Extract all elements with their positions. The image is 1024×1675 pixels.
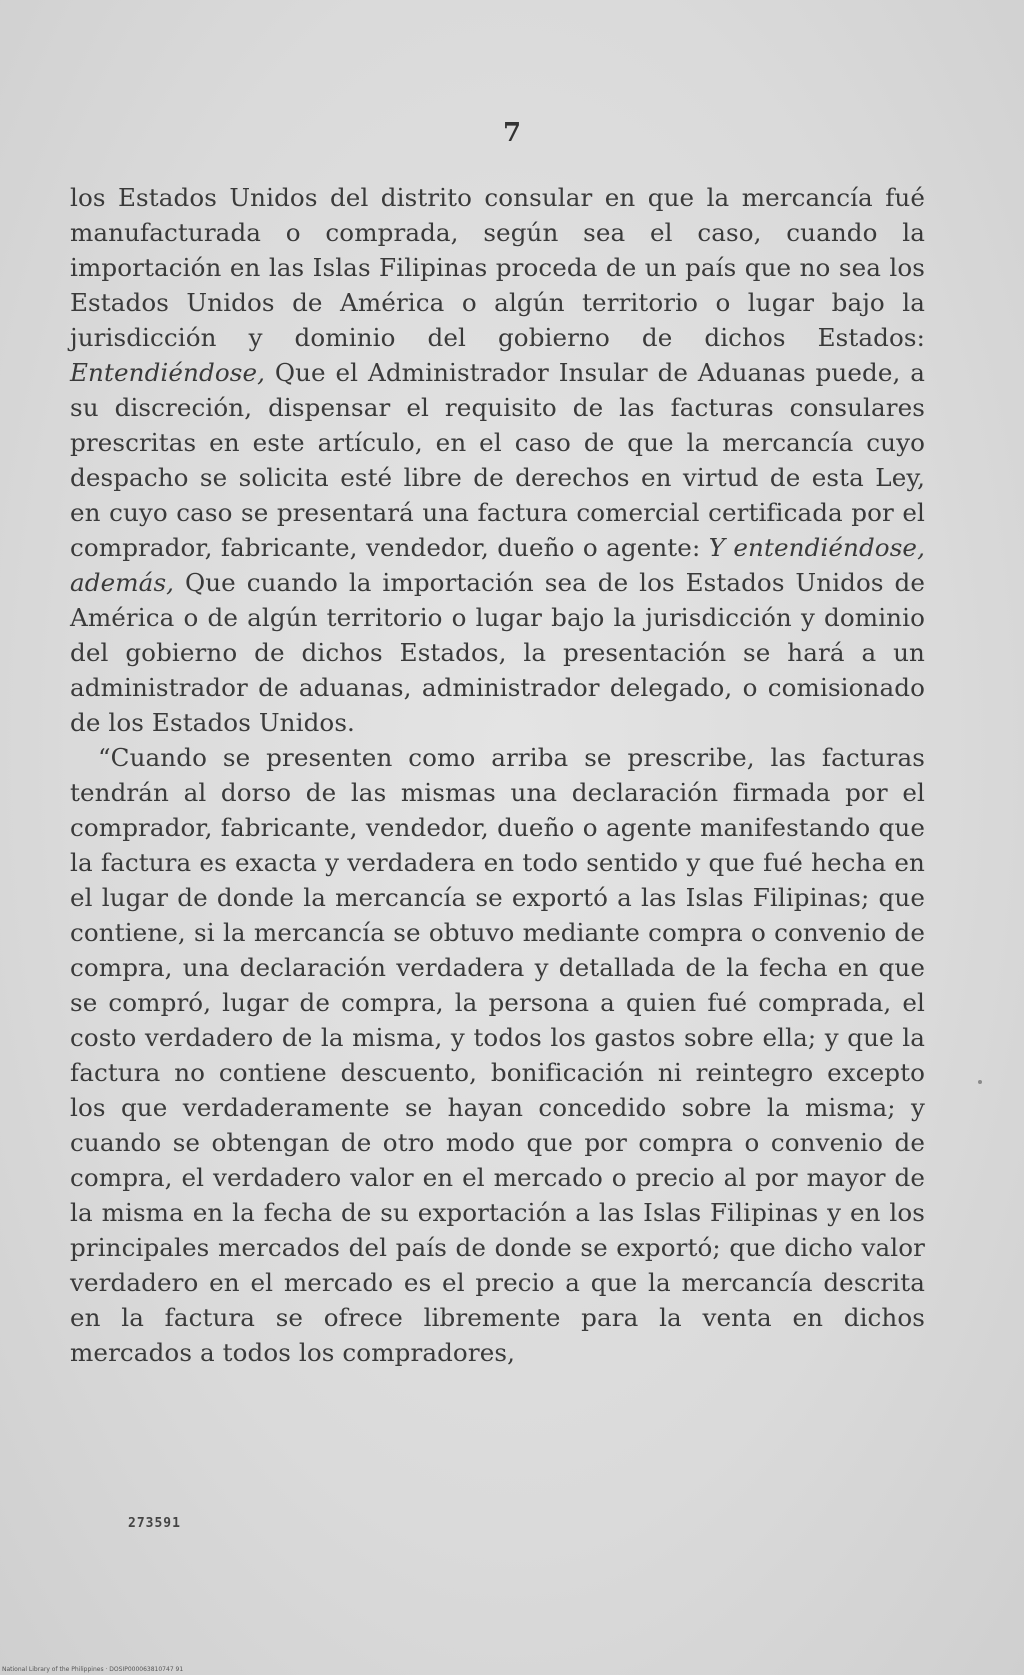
paragraph-1 [70,180,925,740]
paper-speck [978,1080,982,1084]
printer-signature-mark: 273591 [128,1516,181,1531]
proviso-italic-1: Entendiéndose, [70,358,266,387]
paragraph-1-text-a: los Estados Unidos del distrito consular en que la mercancía fué manufacturada o comprada, según sea el caso, cuando la importación en las Islas Filipinas proceda de un país que no sea los Estados Unidos de América o algún territorio o lugar bajo la jurisdicción y dominio del gobierno de dichos Estados: [70,183,925,352]
paragraph-1-text-b: Que el Administrador Insular de Aduanas puede, a su discreción, dispensar el requisito de las facturas consulares prescritas en este artículo, en el caso de que la mercancía cuyo despacho se solicita esté libre de derechos en virtud de esta Ley, en cuyo caso se presentará una factura comercial certificada por el comprador, fabricante, vendedor, dueño o agente: [70,358,925,562]
page-number: 7 [502,118,522,148]
body-text [70,180,925,1370]
paragraph-2: “Cuando se presenten como arriba se prescribe, las facturas tendrán al dorso de las mismas una declaración firmada por el comprador, fabricante, vendedor, dueño o agente manifestando que la factura es exacta y verdadera en todo sentido y que fué hecha en el lugar de donde la mercancía se exportó a las Islas Filipinas; que contiene, si la mercancía se obtuvo mediante compra o convenio de compra, una declaración verdadera y detallada de la fecha en que se compró, lugar de compra, la persona a quien fué comprada, el costo verdadero de la misma, y todos los gastos sobre ella; y que la factura no contiene descuento, bonificación ni reintegro excepto los que verdaderamente se hayan concedido sobre la misma; y cuando se obtengan de otro modo que por compra o convenio de compra, el verdadero valor en el mercado o precio al por mayor de la misma en la fecha de su exportación a las Islas Filipinas y en los principales mercados del país de donde se exportó; que dicho valor verdadero en el mercado es el precio a que la mercancía descrita en la factura se ofrece libremente para la venta en dichos mercados a todos los compradores, [70,743,925,1367]
proviso-italic-2: Y entendiéndose, además, [70,533,925,597]
footer-credit: National Library of the Philippines · DOSIP000063810747 91 [2,1666,184,1673]
paragraph-1-text-c: Que cuando la importación sea de los Estados Unidos de América o de algún territorio o lugar bajo la jurisdicción y dominio del gobierno de dichos Estados, la presentación se hará a un administrador de aduanas, administrador delegado, o comisionado de los Estados Unidos. [70,568,925,737]
